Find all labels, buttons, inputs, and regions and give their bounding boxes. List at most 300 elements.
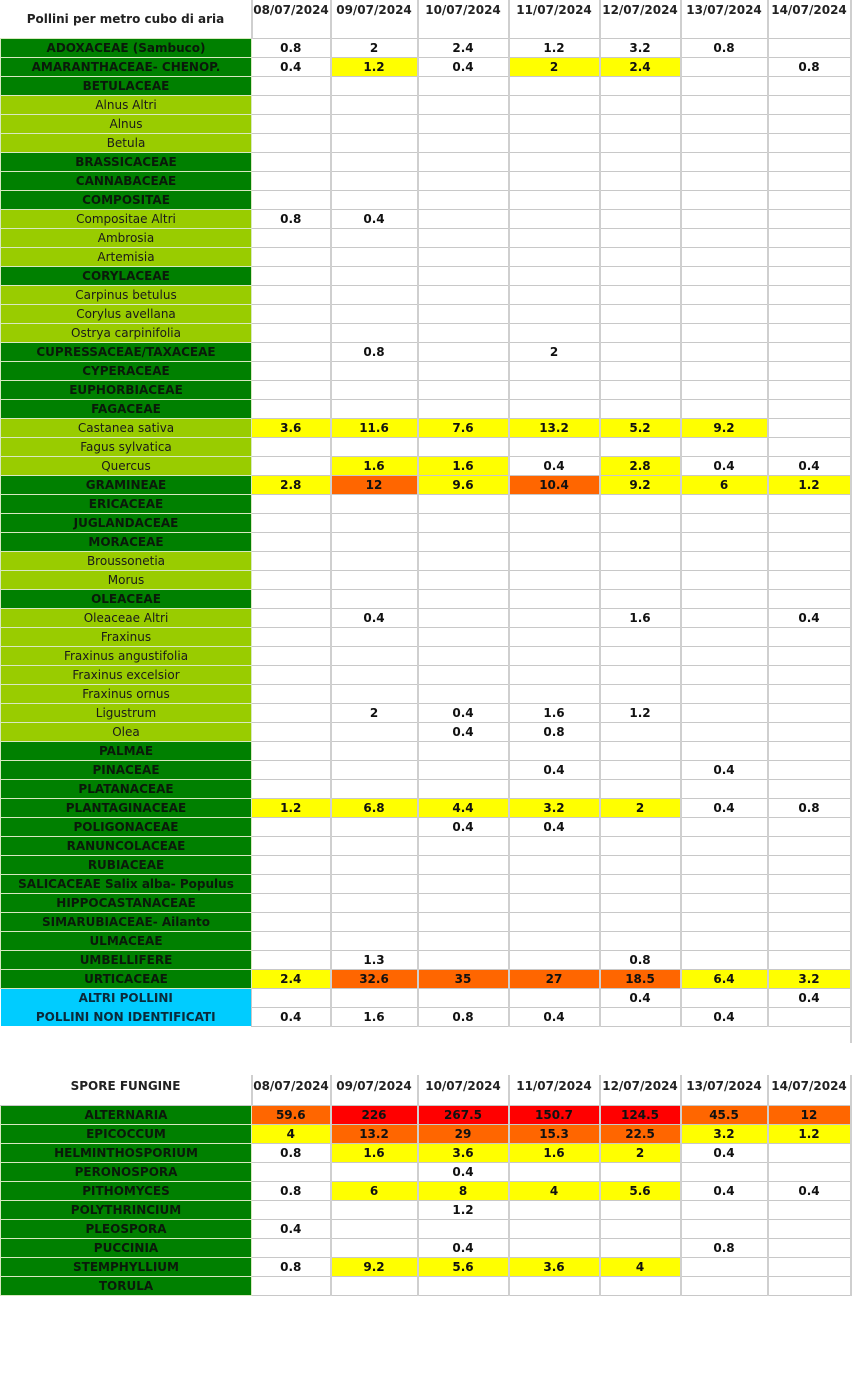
pollen-value-cell	[509, 608, 600, 627]
pollen-row	[1, 342, 851, 361]
spore-value-cell: 0.4	[252, 1220, 331, 1239]
pollen-row	[1, 190, 851, 209]
pollen-value-cell: 2	[331, 38, 418, 57]
pollen-value-cell: 2.8	[600, 456, 681, 475]
pollen-row-label: Alnus Altri	[1, 95, 252, 114]
spore-value-cell	[681, 1277, 768, 1296]
pollen-row	[1, 589, 851, 608]
spore-value-cell	[509, 1239, 600, 1258]
pollen-value-cell: 3.2	[509, 798, 600, 817]
pollen-value-cell	[252, 760, 331, 779]
pollen-value-cell	[418, 437, 509, 456]
pollen-row	[1, 114, 851, 133]
pollen-value-cell	[252, 855, 331, 874]
pollen-value-cell	[768, 399, 851, 418]
pollen-value-cell	[681, 608, 768, 627]
pollen-value-cell	[418, 646, 509, 665]
pollen-value-cell	[681, 57, 768, 76]
pollen-value-cell	[331, 722, 418, 741]
pollen-value-cell: 0.4	[681, 456, 768, 475]
pollen-value-cell	[509, 589, 600, 608]
spore-value-cell	[252, 1239, 331, 1258]
pollen-value-cell	[418, 361, 509, 380]
pollen-value-cell	[418, 114, 509, 133]
pollen-value-cell	[768, 76, 851, 95]
pollen-value-cell	[331, 380, 418, 399]
spore-row-label: ALTERNARIA	[1, 1106, 252, 1125]
pollen-value-cell	[600, 95, 681, 114]
pollen-value-cell	[681, 551, 768, 570]
pollen-row-label: POLLINI NON IDENTIFICATI	[1, 1007, 252, 1026]
pollen-row-label: Corylus avellana	[1, 304, 252, 323]
pollen-value-cell	[509, 988, 600, 1007]
pollen-row-label: Fraxinus	[1, 627, 252, 646]
pollen-row-label: EUPHORBIACEAE	[1, 380, 252, 399]
pollen-value-cell	[331, 76, 418, 95]
pollen-row-label: Quercus	[1, 456, 252, 475]
pollen-value-cell	[418, 171, 509, 190]
spore-value-cell: 0.8	[252, 1144, 331, 1163]
spore-row	[1, 1182, 851, 1201]
pollen-value-cell	[600, 361, 681, 380]
pollen-value-cell	[252, 627, 331, 646]
pollen-value-cell: 0.4	[252, 57, 331, 76]
pollen-value-cell	[509, 931, 600, 950]
pollen-value-cell	[331, 836, 418, 855]
spore-value-cell: 0.4	[418, 1163, 509, 1182]
spore-value-cell: 0.4	[768, 1182, 851, 1201]
pollen-row-label: CUPRESSACEAE/TAXACEAE	[1, 342, 252, 361]
pollen-row-label: Compositae Altri	[1, 209, 252, 228]
pollen-value-cell	[418, 342, 509, 361]
pollen-value-cell	[331, 95, 418, 114]
spore-value-cell	[768, 1144, 851, 1163]
pollen-value-cell	[252, 304, 331, 323]
pollen-row	[1, 741, 851, 760]
pollen-value-cell	[681, 532, 768, 551]
pollen-value-cell	[681, 893, 768, 912]
pollen-table-body	[1, 38, 851, 1026]
spore-row	[1, 1239, 851, 1258]
pollen-row	[1, 513, 851, 532]
pollen-value-cell	[509, 684, 600, 703]
pollen-row-label: ULMACEAE	[1, 931, 252, 950]
pollen-value-cell: 0.4	[681, 798, 768, 817]
pollen-value-cell	[681, 209, 768, 228]
pollen-value-cell	[331, 589, 418, 608]
pollen-row-label: Carpinus betulus	[1, 285, 252, 304]
pollen-value-cell	[768, 285, 851, 304]
spore-date-header: 10/07/2024	[418, 1075, 509, 1097]
pollen-value-cell	[509, 361, 600, 380]
pollen-row	[1, 38, 851, 57]
pollen-value-cell	[252, 437, 331, 456]
spore-value-cell	[681, 1201, 768, 1220]
spore-value-cell	[331, 1201, 418, 1220]
pollen-value-cell	[331, 627, 418, 646]
pollen-value-cell	[768, 418, 851, 437]
pollen-value-cell	[331, 513, 418, 532]
pollen-value-cell	[600, 76, 681, 95]
pollen-row	[1, 133, 851, 152]
pollen-value-cell	[418, 988, 509, 1007]
spore-value-cell: 5.6	[600, 1182, 681, 1201]
pollen-value-cell	[600, 152, 681, 171]
pollen-value-cell	[331, 646, 418, 665]
pollen-value-cell	[252, 608, 331, 627]
pollen-row-label: FAGACEAE	[1, 399, 252, 418]
pollen-row	[1, 494, 851, 513]
spore-value-cell: 45.5	[681, 1106, 768, 1125]
pollen-row-label: BETULACEAE	[1, 76, 252, 95]
pollen-value-cell: 0.4	[681, 1007, 768, 1026]
pollen-value-cell	[331, 171, 418, 190]
spore-value-cell: 0.8	[252, 1182, 331, 1201]
pollen-value-cell	[600, 760, 681, 779]
pollen-value-cell	[418, 513, 509, 532]
spore-date-header: 08/07/2024	[252, 1075, 331, 1097]
pollen-value-cell	[768, 836, 851, 855]
spore-value-cell	[331, 1239, 418, 1258]
pollen-value-cell	[600, 114, 681, 133]
pollen-date-header: 11/07/2024	[509, 0, 600, 38]
pollen-value-cell	[252, 817, 331, 836]
spore-value-cell: 13.2	[331, 1125, 418, 1144]
pollen-value-cell: 0.4	[600, 988, 681, 1007]
pollen-date-header: 10/07/2024	[418, 0, 509, 38]
pollen-row	[1, 836, 851, 855]
pollen-row	[1, 152, 851, 171]
pollen-value-cell	[418, 912, 509, 931]
pollen-value-cell	[418, 608, 509, 627]
spore-row	[1, 1258, 851, 1277]
pollen-value-cell	[331, 779, 418, 798]
spore-value-cell	[600, 1239, 681, 1258]
pollen-value-cell: 2.4	[418, 38, 509, 57]
spore-value-cell	[600, 1277, 681, 1296]
pollen-row-label: AMARANTHACEAE- CHENOP.	[1, 57, 252, 76]
pollen-row	[1, 380, 851, 399]
pollen-value-cell	[418, 760, 509, 779]
pollen-value-cell: 1.2	[768, 475, 851, 494]
pollen-row-label: MORACEAE	[1, 532, 252, 551]
pollen-row	[1, 437, 851, 456]
pollen-value-cell	[681, 171, 768, 190]
pollen-row-label: CORYLACEAE	[1, 266, 252, 285]
pollen-row	[1, 551, 851, 570]
pollen-value-cell	[331, 437, 418, 456]
pollen-row-label: ALTRI POLLINI	[1, 988, 252, 1007]
pollen-value-cell	[509, 912, 600, 931]
pollen-value-cell: 1.2	[331, 57, 418, 76]
pollen-value-cell	[768, 703, 851, 722]
pollen-value-cell	[681, 361, 768, 380]
pollen-value-cell	[600, 646, 681, 665]
pollen-value-cell	[331, 361, 418, 380]
spore-value-cell	[252, 1201, 331, 1220]
pollen-value-cell	[418, 228, 509, 247]
pollen-row-label: Fraxinus ornus	[1, 684, 252, 703]
pollen-value-cell	[252, 266, 331, 285]
pollen-value-cell	[252, 741, 331, 760]
spore-value-cell: 1.2	[418, 1201, 509, 1220]
pollen-value-cell	[418, 285, 509, 304]
spore-value-cell: 267.5	[418, 1106, 509, 1125]
spore-date-header: 11/07/2024	[509, 1075, 600, 1097]
spore-value-cell: 22.5	[600, 1125, 681, 1144]
pollen-value-cell: 13.2	[509, 418, 600, 437]
pollen-value-cell	[768, 342, 851, 361]
pollen-value-cell: 1.6	[600, 608, 681, 627]
pollen-value-cell	[418, 589, 509, 608]
pollen-row-label: RANUNCOLACEAE	[1, 836, 252, 855]
spore-value-cell: 0.4	[681, 1182, 768, 1201]
pollen-value-cell: 35	[418, 969, 509, 988]
pollen-value-cell: 3.6	[252, 418, 331, 437]
pollen-row-label: CANNABACEAE	[1, 171, 252, 190]
pollen-value-cell	[418, 874, 509, 893]
pollen-value-cell	[418, 950, 509, 969]
spore-date-header: 14/07/2024	[768, 1075, 851, 1097]
pollen-row-label: SALICACEAE Salix alba- Populus	[1, 874, 252, 893]
pollen-value-cell	[509, 836, 600, 855]
pollen-value-cell: 1.6	[509, 703, 600, 722]
pollen-value-cell: 2	[600, 798, 681, 817]
pollen-row	[1, 228, 851, 247]
pollen-value-cell	[331, 855, 418, 874]
pollen-value-cell	[418, 380, 509, 399]
pollen-value-cell	[681, 874, 768, 893]
spore-value-cell: 59.6	[252, 1106, 331, 1125]
pollen-row-label: BRASSICACEAE	[1, 152, 252, 171]
pollen-row	[1, 323, 851, 342]
pollen-value-cell	[768, 627, 851, 646]
pollen-row	[1, 779, 851, 798]
pollen-row-label: PALMAE	[1, 741, 252, 760]
pollen-value-cell	[252, 570, 331, 589]
pollen-value-cell	[509, 855, 600, 874]
pollen-row-label: Betula	[1, 133, 252, 152]
pollen-row	[1, 912, 851, 931]
pollen-row-label: RUBIACEAE	[1, 855, 252, 874]
pollen-value-cell	[331, 114, 418, 133]
pollen-value-cell	[768, 741, 851, 760]
pollen-row-label: Castanea sativa	[1, 418, 252, 437]
header-spacer	[331, 1097, 418, 1106]
pollen-value-cell: 0.4	[252, 1007, 331, 1026]
spore-value-cell	[331, 1163, 418, 1182]
pollen-value-cell: 1.2	[252, 798, 331, 817]
pollen-row	[1, 285, 851, 304]
pollen-row-label: Oleaceae Altri	[1, 608, 252, 627]
spore-value-cell: 15.3	[509, 1125, 600, 1144]
pollen-row	[1, 684, 851, 703]
pollen-row	[1, 950, 851, 969]
pollen-value-cell	[681, 570, 768, 589]
pollen-value-cell	[768, 361, 851, 380]
pollen-value-cell	[600, 874, 681, 893]
pollen-value-cell: 6.4	[681, 969, 768, 988]
pollen-value-cell	[768, 380, 851, 399]
pollen-row	[1, 722, 851, 741]
pollen-row	[1, 475, 851, 494]
pollen-row-label: Ambrosia	[1, 228, 252, 247]
pollen-value-cell: 1.6	[331, 1007, 418, 1026]
pollen-row	[1, 532, 851, 551]
pollen-row-label: Artemisia	[1, 247, 252, 266]
pollen-value-cell	[768, 874, 851, 893]
pollen-value-cell	[331, 494, 418, 513]
pollen-value-cell	[681, 627, 768, 646]
spore-value-cell: 3.6	[509, 1258, 600, 1277]
pollen-value-cell	[252, 665, 331, 684]
pollen-table-title: Pollini per metro cubo di aria	[1, 0, 252, 38]
pollen-value-cell	[418, 855, 509, 874]
pollen-value-cell	[600, 304, 681, 323]
pollen-value-cell	[681, 741, 768, 760]
pollen-value-cell: 0.4	[681, 760, 768, 779]
pollen-value-cell	[252, 912, 331, 931]
pollen-value-cell: 1.2	[509, 38, 600, 57]
pollen-value-cell	[252, 247, 331, 266]
pollen-value-cell: 6.8	[331, 798, 418, 817]
pollen-value-cell	[600, 855, 681, 874]
pollen-value-cell: 0.4	[418, 722, 509, 741]
pollen-value-cell	[418, 684, 509, 703]
pollen-value-cell: 9.2	[681, 418, 768, 437]
spore-value-cell: 150.7	[509, 1106, 600, 1125]
pollen-value-cell	[509, 380, 600, 399]
pollen-value-cell	[418, 266, 509, 285]
pollen-value-cell: 0.4	[768, 456, 851, 475]
pollen-value-cell	[600, 779, 681, 798]
pollen-value-cell	[509, 228, 600, 247]
pollen-value-cell	[768, 114, 851, 133]
spore-row-label: POLYTHRINCIUM	[1, 1201, 252, 1220]
pollen-row-label: OLEACEAE	[1, 589, 252, 608]
pollen-value-cell	[681, 152, 768, 171]
spore-row-label: TORULA	[1, 1277, 252, 1296]
pollen-value-cell	[252, 323, 331, 342]
pollen-row-label: Ostrya carpinifolia	[1, 323, 252, 342]
pollen-value-cell: 0.4	[768, 608, 851, 627]
spore-value-cell: 3.6	[418, 1144, 509, 1163]
spore-value-cell	[768, 1163, 851, 1182]
pollen-value-cell	[331, 285, 418, 304]
pollen-value-cell: 0.4	[418, 817, 509, 836]
pollen-value-cell	[252, 722, 331, 741]
pollen-value-cell: 0.4	[418, 57, 509, 76]
pollen-row	[1, 209, 851, 228]
pollen-value-cell: 10.4	[509, 475, 600, 494]
pollen-value-cell	[681, 988, 768, 1007]
pollen-row	[1, 798, 851, 817]
spore-value-cell	[681, 1258, 768, 1277]
pollen-value-cell	[418, 741, 509, 760]
pollen-row-label: PLATANACEAE	[1, 779, 252, 798]
pollen-row	[1, 57, 851, 76]
pollen-value-cell	[681, 513, 768, 532]
pollen-value-cell	[768, 551, 851, 570]
pollen-row	[1, 418, 851, 437]
pollen-value-cell	[681, 380, 768, 399]
pollen-value-cell	[681, 931, 768, 950]
spore-row	[1, 1163, 851, 1182]
pollen-value-cell	[600, 342, 681, 361]
spore-value-cell	[768, 1258, 851, 1277]
spore-value-cell	[509, 1201, 600, 1220]
spore-table-body	[1, 1106, 851, 1296]
header-spacer	[1, 1097, 252, 1106]
pollen-value-cell: 0.4	[768, 988, 851, 1007]
pollen-value-cell: 7.6	[418, 418, 509, 437]
spore-row-label: EPICOCCUM	[1, 1125, 252, 1144]
pollen-value-cell	[600, 228, 681, 247]
pollen-value-cell	[331, 266, 418, 285]
pollen-value-cell	[600, 209, 681, 228]
pollen-value-cell	[331, 304, 418, 323]
pollen-value-cell	[768, 304, 851, 323]
pollen-value-cell	[331, 323, 418, 342]
pollen-value-cell	[768, 532, 851, 551]
spore-value-cell	[509, 1220, 600, 1239]
pollen-value-cell	[681, 437, 768, 456]
pollen-value-cell	[768, 665, 851, 684]
column-divider	[850, 985, 852, 1043]
pollen-row	[1, 1007, 851, 1026]
pollen-value-cell	[509, 190, 600, 209]
pollen-value-cell: 0.8	[600, 950, 681, 969]
pollen-value-cell	[600, 171, 681, 190]
pollen-value-cell	[252, 285, 331, 304]
pollen-value-cell	[768, 589, 851, 608]
pollen-value-cell	[418, 570, 509, 589]
pollen-value-cell	[681, 247, 768, 266]
pollen-value-cell	[252, 646, 331, 665]
pollen-row-label: Alnus	[1, 114, 252, 133]
spore-value-cell	[768, 1277, 851, 1296]
pollen-row-label: COMPOSITAE	[1, 190, 252, 209]
pollen-value-cell	[331, 817, 418, 836]
pollen-value-cell	[509, 152, 600, 171]
pollen-value-cell	[509, 513, 600, 532]
pollen-value-cell	[768, 779, 851, 798]
spore-value-cell: 6	[331, 1182, 418, 1201]
pollen-value-cell: 0.8	[768, 57, 851, 76]
pollen-value-cell: 0.8	[252, 38, 331, 57]
pollen-value-cell: 18.5	[600, 969, 681, 988]
pollen-value-cell	[681, 665, 768, 684]
spore-row-label: PLEOSPORA	[1, 1220, 252, 1239]
pollen-value-cell: 0.8	[418, 1007, 509, 1026]
pollen-value-cell	[768, 931, 851, 950]
pollen-value-cell	[768, 266, 851, 285]
pollen-value-cell	[600, 893, 681, 912]
pollen-value-cell: 0.4	[331, 608, 418, 627]
spore-table-title: SPORE FUNGINE	[1, 1075, 252, 1097]
pollen-date-header: 08/07/2024	[252, 0, 331, 38]
spore-row-label: STEMPHYLLIUM	[1, 1258, 252, 1277]
pollen-value-cell	[681, 342, 768, 361]
pollen-value-cell	[768, 247, 851, 266]
pollen-value-cell	[600, 665, 681, 684]
spore-value-cell: 1.6	[331, 1144, 418, 1163]
pollen-value-cell	[418, 190, 509, 209]
pollen-value-cell	[509, 323, 600, 342]
pollen-value-cell	[252, 532, 331, 551]
pollen-value-cell: 0.4	[418, 703, 509, 722]
pollen-value-cell	[768, 190, 851, 209]
